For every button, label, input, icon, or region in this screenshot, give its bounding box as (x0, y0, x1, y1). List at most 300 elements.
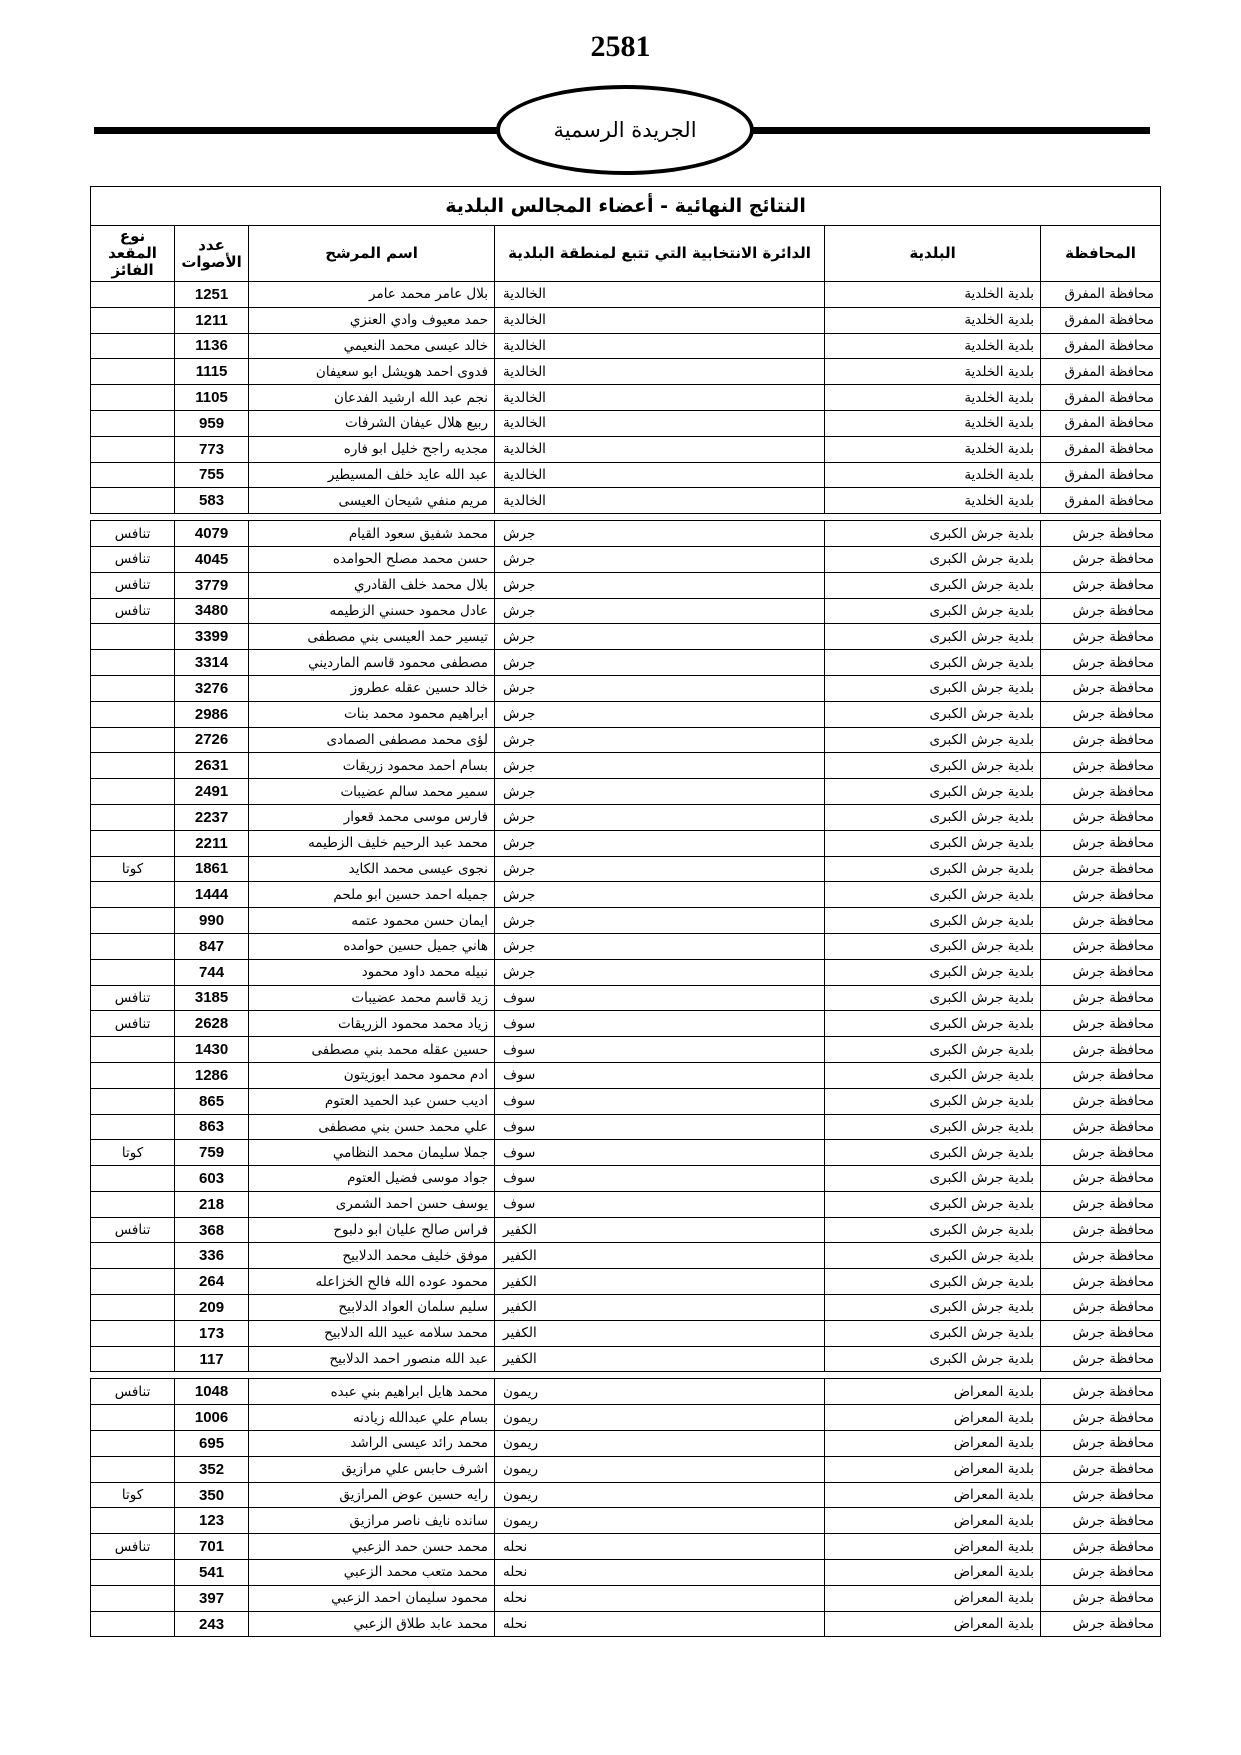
group-separator (91, 514, 1161, 521)
cell-votes: 4079 (175, 521, 249, 547)
cell-candidate: محمد متعب محمد الزعبي (249, 1560, 495, 1586)
cell-municipality: بلدية جرش الكبرى (825, 1088, 1041, 1114)
cell-votes: 3185 (175, 985, 249, 1011)
cell-votes: 1286 (175, 1062, 249, 1088)
cell-seat-type (91, 675, 175, 701)
table-row (91, 598, 1161, 624)
cell-votes: 2726 (175, 727, 249, 753)
cell-district: ريمون (495, 1456, 825, 1482)
header-district: الدائرة الانتخابية التي تتبع لمنطقة البلدية (495, 226, 825, 282)
table-row (91, 1379, 1161, 1405)
table-row (91, 1431, 1161, 1457)
cell-municipality: بلدية المعراض (825, 1431, 1041, 1457)
cell-municipality: بلدية الخلدية (825, 410, 1041, 436)
table-row (91, 1585, 1161, 1611)
cell-votes: 3480 (175, 598, 249, 624)
table-row (91, 650, 1161, 676)
cell-seat-type (91, 701, 175, 727)
cell-municipality: بلدية جرش الكبرى (825, 1191, 1041, 1217)
table-row (91, 1088, 1161, 1114)
table-row (91, 333, 1161, 359)
cell-governorate: محافظة جرش (1041, 753, 1161, 779)
cell-district: جرش (495, 933, 825, 959)
cell-governorate: محافظة جرش (1041, 1062, 1161, 1088)
cell-district: الكفير (495, 1295, 825, 1321)
cell-votes: 3314 (175, 650, 249, 676)
cell-municipality: بلدية جرش الكبرى (825, 1217, 1041, 1243)
cell-candidate: بلال عامر محمد عامر (249, 282, 495, 308)
cell-votes: 603 (175, 1166, 249, 1192)
cell-governorate: محافظة جرش (1041, 1295, 1161, 1321)
cell-municipality: بلدية جرش الكبرى (825, 804, 1041, 830)
cell-district: جرش (495, 598, 825, 624)
cell-governorate: محافظة جرش (1041, 856, 1161, 882)
cell-votes: 773 (175, 436, 249, 462)
cell-governorate: محافظة جرش (1041, 701, 1161, 727)
cell-governorate: محافظة جرش (1041, 1320, 1161, 1346)
cell-governorate: محافظة المفرق (1041, 385, 1161, 411)
cell-district: الخالدية (495, 462, 825, 488)
cell-candidate: حمد معيوف وادي العنزي (249, 307, 495, 333)
cell-seat-type (91, 462, 175, 488)
cell-candidate: حسن محمد مصلح الحوامده (249, 546, 495, 572)
cell-votes: 2631 (175, 753, 249, 779)
cell-governorate: محافظة جرش (1041, 1534, 1161, 1560)
cell-governorate: محافظة المفرق (1041, 462, 1161, 488)
cell-governorate: محافظة جرش (1041, 675, 1161, 701)
cell-candidate: مصطفى محمود قاسم المارديني (249, 650, 495, 676)
cell-municipality: بلدية جرش الكبرى (825, 1320, 1041, 1346)
cell-municipality: بلدية جرش الكبرى (825, 572, 1041, 598)
cell-votes: 1211 (175, 307, 249, 333)
cell-seat-type (91, 830, 175, 856)
cell-municipality: بلدية جرش الكبرى (825, 1114, 1041, 1140)
cell-governorate: محافظة المفرق (1041, 436, 1161, 462)
cell-votes: 865 (175, 1088, 249, 1114)
cell-municipality: بلدية المعراض (825, 1379, 1041, 1405)
cell-votes: 701 (175, 1534, 249, 1560)
cell-votes: 863 (175, 1114, 249, 1140)
cell-seat-type (91, 1560, 175, 1586)
cell-municipality: بلدية جرش الكبرى (825, 1166, 1041, 1192)
cell-candidate: محمد هايل ابراهيم بني عبده (249, 1379, 495, 1405)
cell-candidate: نبيله محمد داود محمود (249, 959, 495, 985)
cell-seat-type (91, 959, 175, 985)
cell-governorate: محافظة المفرق (1041, 488, 1161, 514)
cell-seat-type (91, 650, 175, 676)
cell-votes: 3399 (175, 624, 249, 650)
cell-votes: 264 (175, 1269, 249, 1295)
cell-candidate: جواد موسى فضيل العتوم (249, 1166, 495, 1192)
cell-candidate: اشرف حابس علي مرازيق (249, 1456, 495, 1482)
table-row (91, 933, 1161, 959)
table-row (91, 282, 1161, 308)
cell-governorate: محافظة جرش (1041, 1456, 1161, 1482)
cell-district: الخالدية (495, 488, 825, 514)
cell-candidate: محمد حسن حمد الزعبي (249, 1534, 495, 1560)
cell-candidate: محمد شفيق سعود القيام (249, 521, 495, 547)
cell-votes: 1251 (175, 282, 249, 308)
cell-seat-type (91, 753, 175, 779)
table-row (91, 959, 1161, 985)
table-row (91, 1508, 1161, 1534)
cell-governorate: محافظة جرش (1041, 1269, 1161, 1295)
cell-seat-type (91, 1346, 175, 1372)
cell-municipality: بلدية جرش الكبرى (825, 985, 1041, 1011)
cell-municipality: بلدية الخلدية (825, 282, 1041, 308)
cell-governorate: محافظة جرش (1041, 1114, 1161, 1140)
cell-municipality: بلدية المعراض (825, 1611, 1041, 1637)
table-row (91, 1037, 1161, 1063)
table-row (91, 779, 1161, 805)
cell-governorate: محافظة جرش (1041, 1166, 1161, 1192)
cell-district: الكفير (495, 1269, 825, 1295)
table-header-row (91, 226, 1161, 282)
cell-district: جرش (495, 830, 825, 856)
cell-governorate: محافظة جرش (1041, 1431, 1161, 1457)
cell-candidate: موفق خليف محمد الدلابيح (249, 1243, 495, 1269)
cell-candidate: يوسف حسن احمد الشمرى (249, 1191, 495, 1217)
cell-district: جرش (495, 701, 825, 727)
cell-candidate: مريم منفي شيحان العيسى (249, 488, 495, 514)
table-row (91, 1456, 1161, 1482)
table-row (91, 882, 1161, 908)
cell-seat-type: تنافس (91, 985, 175, 1011)
table-row (91, 1217, 1161, 1243)
table-row (91, 1560, 1161, 1586)
cell-candidate: تيسير حمد العيسى بني مصطفى (249, 624, 495, 650)
results-table-wrapper (90, 186, 1160, 1637)
cell-district: سوف (495, 1037, 825, 1063)
cell-district: سوف (495, 1062, 825, 1088)
cell-seat-type (91, 333, 175, 359)
cell-votes: 541 (175, 1560, 249, 1586)
cell-votes: 243 (175, 1611, 249, 1637)
results-table (90, 186, 1161, 1637)
cell-governorate: محافظة المفرق (1041, 410, 1161, 436)
cell-district: سوف (495, 1114, 825, 1140)
cell-district: جرش (495, 908, 825, 934)
cell-governorate: محافظة جرش (1041, 1088, 1161, 1114)
table-body (91, 282, 1161, 1637)
cell-municipality: بلدية الخلدية (825, 462, 1041, 488)
cell-governorate: محافظة جرش (1041, 908, 1161, 934)
cell-candidate: خالد عيسى محمد النعيمي (249, 333, 495, 359)
table-row (91, 908, 1161, 934)
table-row (91, 727, 1161, 753)
cell-municipality: بلدية المعراض (825, 1456, 1041, 1482)
cell-district: جرش (495, 753, 825, 779)
cell-district: الخالدية (495, 282, 825, 308)
cell-municipality: بلدية جرش الكبرى (825, 933, 1041, 959)
cell-district: جرش (495, 882, 825, 908)
cell-district: جرش (495, 546, 825, 572)
cell-votes: 1006 (175, 1405, 249, 1431)
cell-municipality: بلدية المعراض (825, 1508, 1041, 1534)
cell-district: جرش (495, 624, 825, 650)
cell-district: جرش (495, 650, 825, 676)
cell-seat-type: كوتا (91, 856, 175, 882)
cell-municipality: بلدية الخلدية (825, 385, 1041, 411)
cell-district: نحله (495, 1534, 825, 1560)
cell-governorate: محافظة جرش (1041, 1482, 1161, 1508)
cell-votes: 2237 (175, 804, 249, 830)
cell-district: سوف (495, 1166, 825, 1192)
cell-district: جرش (495, 727, 825, 753)
cell-candidate: محمد رائد عيسى الراشد (249, 1431, 495, 1457)
cell-governorate: محافظة جرش (1041, 624, 1161, 650)
table-row (91, 1191, 1161, 1217)
table-row (91, 436, 1161, 462)
cell-candidate: ادم محمود محمد ابوزيتون (249, 1062, 495, 1088)
group-separator (91, 1372, 1161, 1379)
cell-governorate: محافظة جرش (1041, 779, 1161, 805)
cell-seat-type (91, 359, 175, 385)
cell-candidate: محمود عوده الله فالح الخزاعله (249, 1269, 495, 1295)
cell-votes: 2628 (175, 1011, 249, 1037)
cell-municipality: بلدية المعراض (825, 1560, 1041, 1586)
cell-votes: 1861 (175, 856, 249, 882)
table-row (91, 1320, 1161, 1346)
cell-seat-type: تنافس (91, 572, 175, 598)
cell-seat-type: تنافس (91, 1217, 175, 1243)
cell-candidate: نجوى عيسى محمد الكايد (249, 856, 495, 882)
cell-governorate: محافظة جرش (1041, 521, 1161, 547)
group-separator-cell (91, 514, 1161, 521)
cell-municipality: بلدية جرش الكبرى (825, 1140, 1041, 1166)
cell-district: نحله (495, 1611, 825, 1637)
table-row (91, 1534, 1161, 1560)
cell-district: ريمون (495, 1508, 825, 1534)
cell-votes: 123 (175, 1508, 249, 1534)
table-row (91, 462, 1161, 488)
cell-seat-type (91, 1320, 175, 1346)
table-row (91, 1405, 1161, 1431)
cell-governorate: محافظة جرش (1041, 1379, 1161, 1405)
cell-candidate: زيد قاسم محمد عضيبات (249, 985, 495, 1011)
cell-candidate: ابراهيم محمود محمد بنات (249, 701, 495, 727)
cell-candidate: سانده نايف ناصر مرازيق (249, 1508, 495, 1534)
cell-votes: 117 (175, 1346, 249, 1372)
cell-district: سوف (495, 1191, 825, 1217)
table-row (91, 359, 1161, 385)
cell-governorate: محافظة المفرق (1041, 333, 1161, 359)
table-row (91, 830, 1161, 856)
cell-seat-type (91, 933, 175, 959)
cell-governorate: محافظة جرش (1041, 1611, 1161, 1637)
cell-municipality: بلدية جرش الكبرى (825, 1346, 1041, 1372)
cell-district: نحله (495, 1585, 825, 1611)
cell-candidate: بلال محمد خلف القادري (249, 572, 495, 598)
cell-votes: 350 (175, 1482, 249, 1508)
cell-district: ريمون (495, 1405, 825, 1431)
cell-votes: 1430 (175, 1037, 249, 1063)
cell-seat-type (91, 1114, 175, 1140)
table-row (91, 307, 1161, 333)
cell-candidate: جميله احمد حسين ابو ملحم (249, 882, 495, 908)
cell-municipality: بلدية جرش الكبرى (825, 908, 1041, 934)
cell-votes: 2491 (175, 779, 249, 805)
cell-votes: 2986 (175, 701, 249, 727)
cell-votes: 990 (175, 908, 249, 934)
cell-municipality: بلدية جرش الكبرى (825, 727, 1041, 753)
cell-municipality: بلدية جرش الكبرى (825, 1037, 1041, 1063)
cell-seat-type (91, 1585, 175, 1611)
cell-seat-type (91, 1191, 175, 1217)
cell-seat-type (91, 1088, 175, 1114)
cell-votes: 368 (175, 1217, 249, 1243)
cell-district: الخالدية (495, 385, 825, 411)
cell-votes: 1136 (175, 333, 249, 359)
cell-municipality: بلدية الخلدية (825, 488, 1041, 514)
header-candidate: اسم المرشح (249, 226, 495, 282)
cell-district: جرش (495, 779, 825, 805)
table-row (91, 985, 1161, 1011)
cell-municipality: بلدية الخلدية (825, 359, 1041, 385)
cell-governorate: محافظة جرش (1041, 882, 1161, 908)
masthead-rule-right (752, 127, 1150, 134)
table-row (91, 1482, 1161, 1508)
cell-candidate: بسام احمد محمود زريقات (249, 753, 495, 779)
cell-governorate: محافظة جرش (1041, 933, 1161, 959)
cell-municipality: بلدية المعراض (825, 1482, 1041, 1508)
cell-votes: 4045 (175, 546, 249, 572)
table-row (91, 856, 1161, 882)
table-row (91, 1140, 1161, 1166)
cell-governorate: محافظة جرش (1041, 1346, 1161, 1372)
cell-seat-type (91, 882, 175, 908)
cell-governorate: محافظة جرش (1041, 1405, 1161, 1431)
cell-district: نحله (495, 1560, 825, 1586)
table-row (91, 804, 1161, 830)
cell-seat-type (91, 1037, 175, 1063)
cell-seat-type: تنافس (91, 598, 175, 624)
cell-municipality: بلدية الخلدية (825, 307, 1041, 333)
cell-seat-type (91, 1295, 175, 1321)
cell-votes: 759 (175, 1140, 249, 1166)
cell-candidate: بسام علي عبدالله زيادنه (249, 1405, 495, 1431)
cell-votes: 3276 (175, 675, 249, 701)
cell-votes: 847 (175, 933, 249, 959)
cell-governorate: محافظة جرش (1041, 1585, 1161, 1611)
cell-seat-type (91, 436, 175, 462)
cell-district: الخالدية (495, 307, 825, 333)
cell-votes: 695 (175, 1431, 249, 1457)
cell-municipality: بلدية المعراض (825, 1585, 1041, 1611)
cell-candidate: زياد محمد محمود الزريقات (249, 1011, 495, 1037)
cell-votes: 209 (175, 1295, 249, 1321)
cell-municipality: بلدية جرش الكبرى (825, 959, 1041, 985)
cell-seat-type (91, 908, 175, 934)
table-row (91, 410, 1161, 436)
cell-seat-type (91, 1456, 175, 1482)
cell-district: الخالدية (495, 436, 825, 462)
cell-votes: 173 (175, 1320, 249, 1346)
cell-governorate: محافظة جرش (1041, 1037, 1161, 1063)
table-row (91, 1243, 1161, 1269)
cell-candidate: جملا سليمان محمد النظامي (249, 1140, 495, 1166)
cell-municipality: بلدية الخلدية (825, 333, 1041, 359)
cell-seat-type: تنافس (91, 521, 175, 547)
cell-governorate: محافظة جرش (1041, 546, 1161, 572)
cell-candidate: علي محمد حسن بني مصطفى (249, 1114, 495, 1140)
cell-seat-type: كوتا (91, 1482, 175, 1508)
cell-district: الكفير (495, 1320, 825, 1346)
cell-votes: 352 (175, 1456, 249, 1482)
table-row (91, 701, 1161, 727)
cell-candidate: خالد حسين عقله عطروز (249, 675, 495, 701)
cell-municipality: بلدية جرش الكبرى (825, 650, 1041, 676)
cell-seat-type (91, 307, 175, 333)
table-row (91, 488, 1161, 514)
cell-governorate: محافظة جرش (1041, 727, 1161, 753)
cell-votes: 1115 (175, 359, 249, 385)
cell-seat-type (91, 779, 175, 805)
cell-candidate: حسين عقله محمد بني مصطفى (249, 1037, 495, 1063)
cell-candidate: محمد عبد الرحيم خليف الزطيمه (249, 830, 495, 856)
cell-votes: 397 (175, 1585, 249, 1611)
cell-municipality: بلدية جرش الكبرى (825, 856, 1041, 882)
cell-municipality: بلدية جرش الكبرى (825, 675, 1041, 701)
table-row (91, 1011, 1161, 1037)
cell-votes: 755 (175, 462, 249, 488)
cell-votes: 583 (175, 488, 249, 514)
cell-seat-type: كوتا (91, 1140, 175, 1166)
cell-district: سوف (495, 985, 825, 1011)
cell-candidate: فارس موسى محمد قعوار (249, 804, 495, 830)
cell-seat-type: تنافس (91, 1011, 175, 1037)
table-row (91, 1269, 1161, 1295)
cell-votes: 744 (175, 959, 249, 985)
cell-candidate: فدوى احمد هويشل ابو سعيفان (249, 359, 495, 385)
table-title: النتائج النهائية - أعضاء المجالس البلدية (91, 187, 1161, 226)
cell-candidate: هاني جميل حسين حوامده (249, 933, 495, 959)
cell-candidate: محمد عابد طلاق الزعبي (249, 1611, 495, 1637)
cell-candidate: فراس صالح عليان ابو دلبوح (249, 1217, 495, 1243)
cell-candidate: ايمان حسن محمود عتمه (249, 908, 495, 934)
cell-municipality: بلدية جرش الكبرى (825, 1243, 1041, 1269)
cell-municipality: بلدية جرش الكبرى (825, 1295, 1041, 1321)
cell-district: ريمون (495, 1482, 825, 1508)
cell-candidate: اديب حسن عبد الحميد العتوم (249, 1088, 495, 1114)
header-seat-type: نوع المقعد الفائز (91, 226, 175, 282)
cell-seat-type (91, 727, 175, 753)
cell-municipality: بلدية جرش الكبرى (825, 1269, 1041, 1295)
cell-governorate: محافظة جرش (1041, 1560, 1161, 1586)
table-row (91, 1114, 1161, 1140)
cell-municipality: بلدية المعراض (825, 1405, 1041, 1431)
cell-governorate: محافظة جرش (1041, 598, 1161, 624)
group-separator-cell (91, 1372, 1161, 1379)
cell-governorate: محافظة المفرق (1041, 282, 1161, 308)
cell-candidate: عادل محمود حسني الزطيمه (249, 598, 495, 624)
cell-governorate: محافظة جرش (1041, 1191, 1161, 1217)
cell-governorate: محافظة جرش (1041, 830, 1161, 856)
cell-seat-type: تنافس (91, 1379, 175, 1405)
cell-seat-type (91, 1243, 175, 1269)
header-governorate: المحافظة (1041, 226, 1161, 282)
cell-votes: 959 (175, 410, 249, 436)
cell-candidate: نجم عبد الله ارشيد الفدعان (249, 385, 495, 411)
table-row (91, 1166, 1161, 1192)
cell-votes: 3779 (175, 572, 249, 598)
cell-seat-type (91, 1062, 175, 1088)
cell-seat-type (91, 488, 175, 514)
cell-municipality: بلدية جرش الكبرى (825, 753, 1041, 779)
cell-seat-type (91, 624, 175, 650)
table-row (91, 1062, 1161, 1088)
cell-seat-type (91, 1405, 175, 1431)
